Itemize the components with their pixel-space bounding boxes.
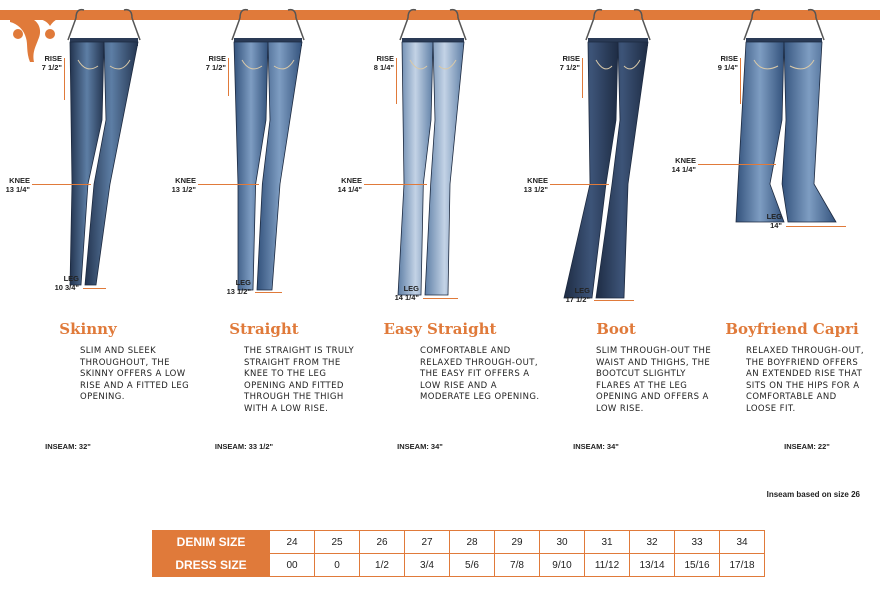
knee-label: KNEE xyxy=(527,176,548,185)
jeans-illustration xyxy=(528,0,704,310)
rise-marker-line xyxy=(396,58,397,104)
denim-size-cell: 30 xyxy=(540,531,585,554)
rise-value: 9 1/4" xyxy=(717,63,738,72)
knee-label: KNEE xyxy=(675,156,696,165)
fit-inseam: INSEAM: 34" xyxy=(397,442,443,451)
knee-measurement xyxy=(656,156,696,174)
fit-column xyxy=(523,0,712,470)
leg-measurement xyxy=(211,278,251,296)
fit-description: SLIM AND SLEEK THROUGHOUT, THE SKINNY OFFERS A LOW RISE AND A FITTED LEG OPENING. xyxy=(80,346,190,402)
rise-value: 7 1/2" xyxy=(205,63,226,72)
dress-size-row xyxy=(153,554,765,577)
denim-size-cell: 29 xyxy=(495,531,540,554)
fit-inseam: INSEAM: 34" xyxy=(573,442,619,451)
dress-size-cell: 00 xyxy=(270,554,315,577)
knee-marker-line xyxy=(32,184,91,185)
leg-measurement xyxy=(550,286,590,304)
rise-value: 8 1/4" xyxy=(373,63,394,72)
denim-size-cell: 33 xyxy=(675,531,720,554)
fit-title: Easy Straight xyxy=(383,320,497,338)
jeans-illustration xyxy=(704,0,880,310)
rise-measurement xyxy=(356,54,394,72)
fit-inseam: INSEAM: 22" xyxy=(784,442,830,451)
rise-label: RISE xyxy=(208,54,226,63)
knee-value: 13 1/2" xyxy=(171,185,196,194)
knee-value: 13 1/2" xyxy=(523,185,548,194)
fit-inseam: INSEAM: 32" xyxy=(45,442,91,451)
rise-value: 7 1/2" xyxy=(41,63,62,72)
rise-marker-line xyxy=(228,58,229,96)
fit-column xyxy=(171,0,355,470)
leg-value: 13 1/2" xyxy=(226,287,251,296)
jeans-illustration xyxy=(0,0,176,310)
denim-size-cell: 28 xyxy=(450,531,495,554)
denim-size-label: DENIM SIZE xyxy=(153,531,270,554)
knee-marker-line xyxy=(364,184,427,185)
dress-size-cell: 15/16 xyxy=(675,554,720,577)
rise-value: 7 1/2" xyxy=(559,63,580,72)
knee-label: KNEE xyxy=(341,176,362,185)
fit-description: THE STRAIGHT IS TRULY STRAIGHT FROM THE KNEE TO THE LEG OPENING AND FITTED THROUGH THE THIGH WITH A LOW RISE. xyxy=(244,346,355,414)
size-chart-table xyxy=(152,530,765,577)
knee-marker-line xyxy=(550,184,609,185)
rise-measurement xyxy=(542,54,580,72)
knee-value: 14 1/4" xyxy=(671,165,696,174)
denim-size-cell: 24 xyxy=(270,531,315,554)
knee-label: KNEE xyxy=(9,176,30,185)
jeans-illustration xyxy=(352,0,528,310)
denim-size-row xyxy=(153,531,765,554)
fit-title: Boot xyxy=(596,320,636,338)
leg-value: 10 3/4" xyxy=(54,283,79,292)
knee-value: 14 1/4" xyxy=(337,185,362,194)
rise-label: RISE xyxy=(720,54,738,63)
fit-inseam: INSEAM: 33 1/2" xyxy=(214,442,274,451)
leg-label: LEG xyxy=(574,286,590,295)
dress-size-cell: 11/12 xyxy=(585,554,630,577)
dress-size-cell: 7/8 xyxy=(495,554,540,577)
leg-label: LEG xyxy=(63,274,79,283)
knee-marker-line xyxy=(698,164,776,165)
rise-measurement xyxy=(24,54,62,72)
denim-size-cell: 27 xyxy=(405,531,450,554)
knee-value: 13 1/4" xyxy=(5,185,30,194)
rise-marker-line xyxy=(582,58,583,98)
knee-marker-line xyxy=(198,184,259,185)
leg-value: 14 1/4" xyxy=(394,293,419,302)
leg-value: 14" xyxy=(770,221,782,230)
dress-size-cell: 17/18 xyxy=(720,554,765,577)
rise-marker-line xyxy=(64,58,65,100)
leg-measurement xyxy=(379,284,419,302)
rise-label: RISE xyxy=(562,54,580,63)
denim-size-cell: 32 xyxy=(630,531,675,554)
knee-measurement xyxy=(322,176,362,194)
knee-measurement xyxy=(508,176,548,194)
leg-label: LEG xyxy=(766,212,782,221)
denim-size-cell: 34 xyxy=(720,531,765,554)
jeans-illustration xyxy=(176,0,352,310)
dress-size-label: DRESS SIZE xyxy=(153,554,270,577)
fit-title: Boyfriend Capri xyxy=(725,320,859,338)
knee-label: KNEE xyxy=(175,176,196,185)
leg-marker-line xyxy=(83,288,106,289)
leg-marker-line xyxy=(255,292,282,293)
fit-description: COMFORTABLE AND RELAXED THROUGH-OUT, THE EASY FIT OFFERS A LOW RISE AND A MODERATE LEG OPENING. xyxy=(420,346,540,402)
rise-label: RISE xyxy=(376,54,394,63)
fit-description: SLIM THROUGH-OUT THE WAIST AND THIGHS, THE BOOTCUT SLIGHTLY FLARES AT THE LEG OPENING AND OFFERS A LOW RISE. xyxy=(596,346,712,414)
rise-marker-line xyxy=(740,58,741,104)
dress-size-cell: 9/10 xyxy=(540,554,585,577)
knee-measurement xyxy=(156,176,196,194)
denim-size-cell: 26 xyxy=(360,531,405,554)
dress-size-cell: 13/14 xyxy=(630,554,675,577)
leg-marker-line xyxy=(786,226,846,227)
dress-size-cell: 3/4 xyxy=(405,554,450,577)
rise-measurement xyxy=(700,54,738,72)
leg-measurement xyxy=(39,274,79,292)
denim-size-cell: 31 xyxy=(585,531,630,554)
dress-size-cell: 5/6 xyxy=(450,554,495,577)
rise-measurement xyxy=(188,54,226,72)
dress-size-cell: 0 xyxy=(315,554,360,577)
fit-title: Skinny xyxy=(59,320,117,338)
leg-label: LEG xyxy=(403,284,419,293)
knee-measurement xyxy=(0,176,30,194)
leg-value: 17 1/2" xyxy=(565,295,590,304)
inseam-note: Inseam based on size 26 xyxy=(766,490,860,499)
fit-title: Straight xyxy=(229,320,299,338)
rise-label: RISE xyxy=(44,54,62,63)
dress-size-cell: 1/2 xyxy=(360,554,405,577)
leg-measurement xyxy=(742,212,782,230)
leg-marker-line xyxy=(594,300,634,301)
fit-column xyxy=(671,0,880,470)
fit-description: RELAXED THROUGH-OUT, THE BOYFRIEND OFFERS AN EXTENDED RISE THAT SITS ON THE HIPS FOR A COMFORTABLE AND LOOSE FIT. xyxy=(746,346,864,414)
leg-label: LEG xyxy=(235,278,251,287)
denim-size-cell: 25 xyxy=(315,531,360,554)
leg-marker-line xyxy=(423,298,458,299)
